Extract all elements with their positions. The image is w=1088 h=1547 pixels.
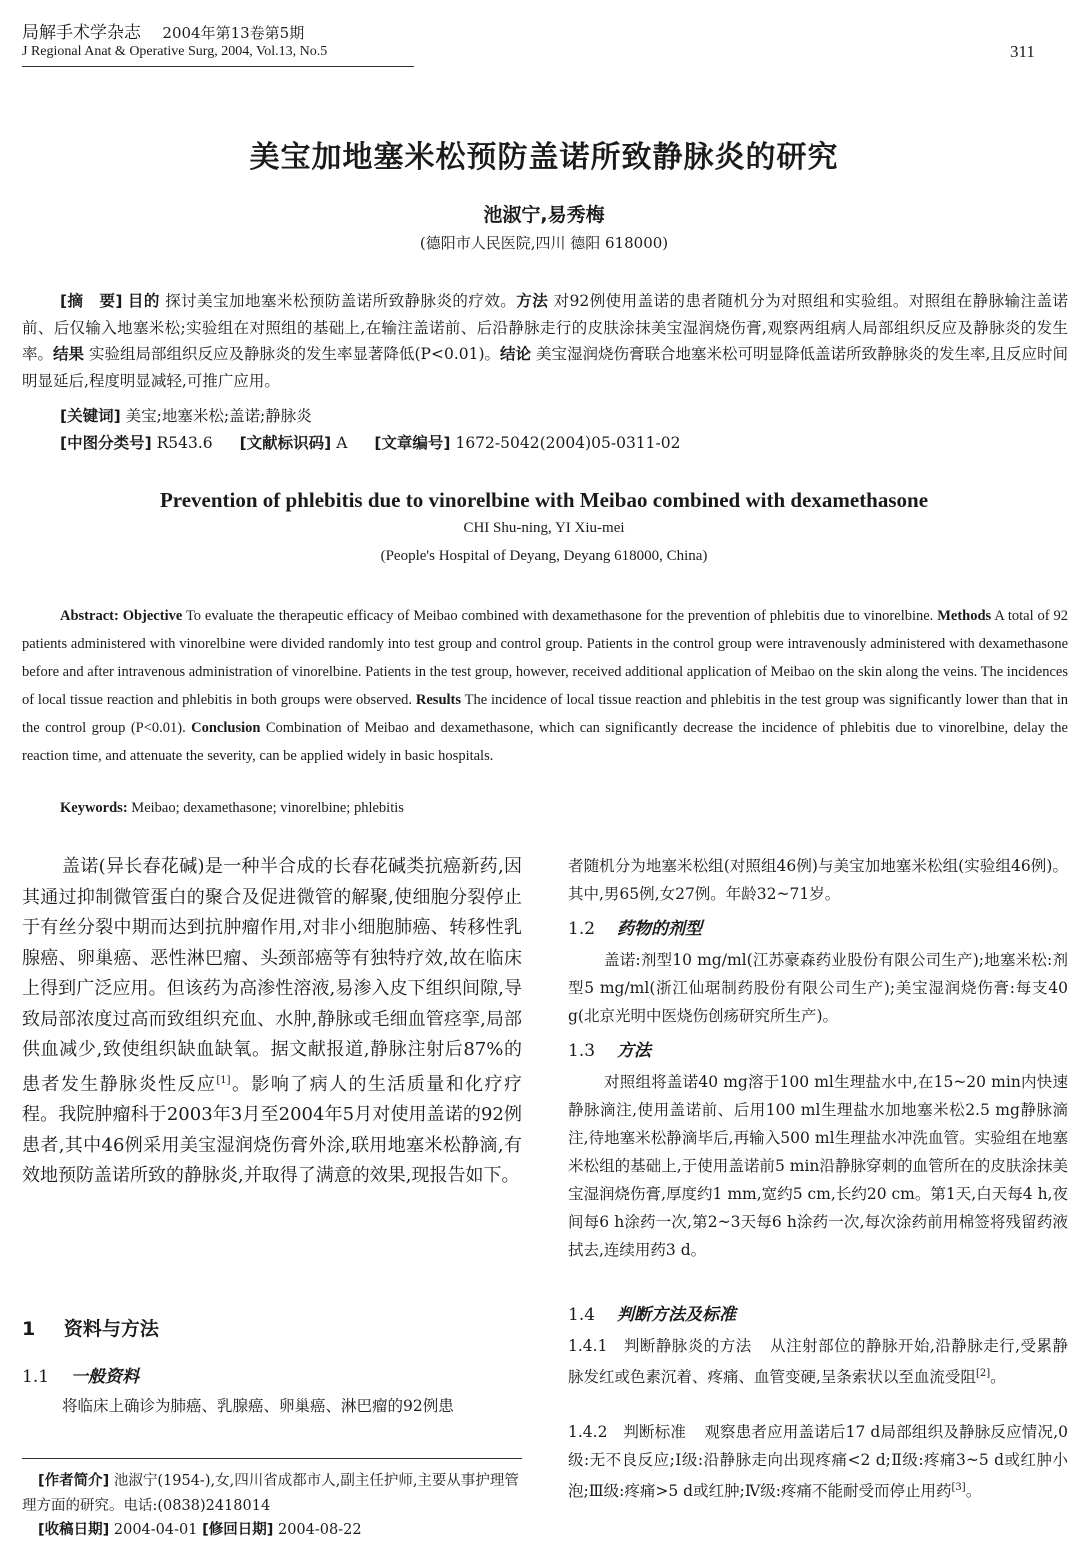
article-affiliation-cn: (德阳市人民医院,四川 德阳 618000) <box>419 234 669 252</box>
received-date: 2004-04-01 <box>113 1522 198 1538</box>
article-title-en: Prevention of phlebitis due to vinorelbine with Meibao combined with dexamethasone <box>159 488 929 512</box>
revised-date: 2004-08-22 <box>277 1522 362 1538</box>
methods-en-text: A total of 92 patients administered with vinorelbine were divided randomly into test group and control group. Patients in the control group were intravenously administered with dexamethasone before and after intravenous administration of vinorelbine. Patients in the test group, however, received additional application of Meibao on the skin along the veins. The incidences of local tissue reaction and phlebitis in both groups were observed. <box>22 608 1069 708</box>
objective-label: 目的 <box>127 292 160 310</box>
journal-volume-cn: 2004年第13卷第5期 <box>162 24 305 42</box>
results-text: 实验组局部组织反应及静脉炎的发生率显著降低(P<0.01)。 <box>88 345 501 363</box>
section-1-3-heading <box>568 1036 651 1061</box>
section-1-1-title: 一般资料 <box>71 1367 140 1387</box>
doc-code-value: A <box>336 434 348 452</box>
conclusion-text: 美宝湿润烧伤膏联合地塞米松可明显降低盖诺所致静脉炎的发生率,且反应时间明显延后,程度明显减轻,可推广应用。 <box>22 345 1068 390</box>
section-1-1-number: 1.1 <box>22 1367 50 1387</box>
keywords-label: [关键词] <box>60 407 121 425</box>
intro-text-a: 盖诺(异长春花碱)是一种半合成的长春花碱类抗癌新药,因其通过抑制微管蛋白的聚合及促进微管的解聚,使细胞分裂停止于有丝分裂中期而达到抗肿瘤作用,对非小细胞肺癌、转移性乳腺癌、卵巢癌、恶性淋巴瘤、头颈部癌等有独特疗效,故在临床上得到广泛应用。但该药为高渗性溶液,易渗入皮下组织间隙,导致局部浓度过高而致组织充血、水肿,静脉或毛细血管痉挛,局部供血减少,致使组织缺血缺氧。据文献报道,静脉注射后87%的患者发生静脉炎性反应 <box>22 856 522 1095</box>
clc-value: R543.6 <box>156 434 213 452</box>
article-authors-en: CHI Shu-ning, YI Xiu-mei <box>463 520 625 536</box>
section-1-1-heading <box>22 1362 139 1387</box>
section-1-4-2-label: 1.4.2 判断标准 <box>568 1423 687 1441</box>
conclusion-en-label: Conclusion <box>191 720 261 736</box>
doc-code-label: [文献标识码] <box>239 434 332 452</box>
dates-line <box>38 1518 538 1543</box>
header-rule <box>22 66 414 67</box>
article-authors-cn: 池淑宁,易秀梅 <box>483 204 605 226</box>
revised-label: [修回日期] <box>202 1522 274 1538</box>
section-1-number: 1 <box>22 1318 36 1340</box>
author-note <box>22 1458 522 1519</box>
methods-label: 方法 <box>516 292 549 310</box>
keywords-en-label: Keywords: <box>60 800 128 816</box>
results-label: 结果 <box>53 345 85 363</box>
page-number: 311 <box>1010 42 1035 61</box>
section-1-4-1-end: 。 <box>990 1368 1006 1387</box>
conclusion-label: 结论 <box>500 345 532 363</box>
author-note-label: [作者简介] <box>38 1473 110 1489</box>
clc-label: [中图分类号] <box>60 434 152 452</box>
section-1-4-2-text: 观察患者应用盖诺后17 d局部组织及静脉反应情况,0级:无不良反应;Ⅰ级:沿静脉走向出现疼痛<2 d;Ⅱ级:疼痛3~5 d或红肿小泡;Ⅲ级:疼痛>5 d或红肿;Ⅳ级:疼痛不能耐受而停止用药 <box>568 1423 1068 1501</box>
section-1-4-1-text: 从注射部位的静脉开始,沿静脉走行,受累静脉发红或色素沉着、疼痛、血管变硬,呈条索状以至血流受阻 <box>568 1337 1068 1387</box>
article-no-value: 1672-5042(2004)05-0311-02 <box>455 434 681 452</box>
abstract-en <box>22 602 1068 770</box>
section-1-1-text: 将临床上确诊为肺癌、乳腺癌、卵巢癌、淋巴瘤的92例患 <box>62 1397 454 1415</box>
section-1-4-2 <box>568 1418 1068 1505</box>
keywords-cn <box>60 404 312 426</box>
section-1-4-2-end: 。 <box>965 1482 982 1501</box>
received-label: [收稿日期] <box>38 1522 110 1538</box>
results-en-label: Results <box>415 692 462 708</box>
keywords-en <box>60 800 404 817</box>
keywords-en-text: Meibao; dexamethasone; vinorelbine; phlebitis <box>131 800 404 816</box>
journal-header-cn <box>22 18 304 43</box>
section-1-4-number: 1.4 <box>568 1305 596 1325</box>
author-note-text: 池淑宁(1954-),女,四川省成都市人,副主任护师,主要从事护理管理方面的研究。电话:(0838)2418014 <box>22 1473 519 1514</box>
article-title-cn: 美宝加地塞米松预防盖诺所致静脉炎的研究 <box>249 140 839 175</box>
section-1-title: 资料与方法 <box>63 1318 159 1340</box>
section-1-2-heading <box>568 914 702 939</box>
intro-text-b: 。影响了病人的生活质量和化疗疗程。我院肿瘤科于2003年3月至2004年5月对使用盖诺的92例患者,其中46例采用美宝湿润烧伤膏外涂,联用地塞米松静滴,有效地预防盖诺所致的静脉炎,并取得了满意的效果,现报告如下。 <box>22 1073 523 1186</box>
abstract-label: [摘 要] <box>60 292 123 310</box>
objective-text: 探讨美宝加地塞米松预防盖诺所致静脉炎的疗效。 <box>165 292 517 310</box>
section-1-3-number: 1.3 <box>568 1041 596 1061</box>
journal-name-cn: 局解手术学杂志 <box>22 23 141 43</box>
article-affiliation-en: (People's Hospital of Deyang, Deyang 618000, China) <box>380 548 708 564</box>
abstract-en-label: Abstract: <box>60 608 119 624</box>
conclusion-en-text: Combination of Meibao and dexamethasone, which can significantly decrease the incidence of phlebitis due to vinorelbine, delay the reaction time, and attenuate the severity, can be applied widely in basic hospitals. <box>22 720 1068 764</box>
section-1-4-1 <box>568 1332 1068 1391</box>
section-1-heading <box>22 1314 159 1341</box>
journal-name-en: J Regional Anat & Operative Surg, 2004, Vol.13, No.5 <box>22 44 328 59</box>
ref-2: [2] <box>975 1368 991 1379</box>
keywords-text: 美宝;地塞米松;盖诺;静脉炎 <box>125 407 312 425</box>
ref-1: [1] <box>216 1074 231 1086</box>
methods-en-label: Methods <box>937 608 992 624</box>
section-1-3-text: 对照组将盖诺40 mg溶于100 ml生理盐水中,在15~20 min内快速静脉滴注,使用盖诺前、后用100 ml生理盐水加地塞米松2.5 mg静脉滴注,待地塞米松静滴毕后,再输入500 ml生理盐水冲洗血管。实验组在地塞米松组的基础上,于使用盖诺前5 min沿静脉穿刺的血管所在的皮肤涂抹美宝湿润烧伤膏,厚度约1 mm,宽约5 cm,长约20 cm。第1天,白天每4 h,夜间每6 h涂药一次,第2~3天每6 h涂药一次,每次涂药前用棉签将残留药液拭去,连续用药3 d。 <box>568 1073 1068 1259</box>
article-no-label: [文章编号] <box>374 434 451 452</box>
abstract-cn <box>22 288 1068 394</box>
objective-en-text: To evaluate the therapeutic efficacy of Meibao combined with dexamethasone for the prevention of phlebitis due to vinorelbine. <box>185 608 934 624</box>
section-1-2-text: 盖诺:剂型10 mg/ml(江苏豪森药业股份有限公司生产);地塞米松:剂型5 mg/ml(浙江仙琚制药股份有限公司生产);美宝湿润烧伤膏:每支40 g(北京光明中医烧伤创疡研究所生产)。 <box>568 951 1068 1025</box>
classification-line <box>60 431 681 453</box>
section-1-2-number: 1.2 <box>568 919 596 939</box>
intro-paragraph <box>22 852 522 1192</box>
ref-3: [3] <box>951 1482 966 1493</box>
section-1-3-title: 方法 <box>617 1041 652 1061</box>
section-1-2-title: 药物的剂型 <box>617 919 703 939</box>
methods-text: 对92例使用盖诺的患者随机分为对照组和实验组。对照组在静脉输注盖诺前、后仅输入地塞米松;实验组在对照组的基础上,在输注盖诺前、后沿静脉走行的皮肤涂抹美宝湿润烧伤膏,观察两组病人局部组织反应及静脉炎的发生率。 <box>22 292 1068 363</box>
section-1-4-1-label: 1.4.1 判断静脉炎的方法 <box>568 1337 752 1355</box>
section-1-1-continued: 者随机分为地塞米松组(对照组46例)与美宝加地塞米松组(实验组46例)。其中,男65例,女27例。年龄32~71岁。 <box>568 857 1068 903</box>
section-1-4-heading <box>568 1300 736 1325</box>
section-1-4-title: 判断方法及标准 <box>617 1305 737 1325</box>
objective-en-label: Objective <box>122 608 183 624</box>
results-en-text: The incidence of local tissue reaction and phlebitis in the test group was significantly lower than that in the control group (P<0.01). <box>22 692 1068 736</box>
